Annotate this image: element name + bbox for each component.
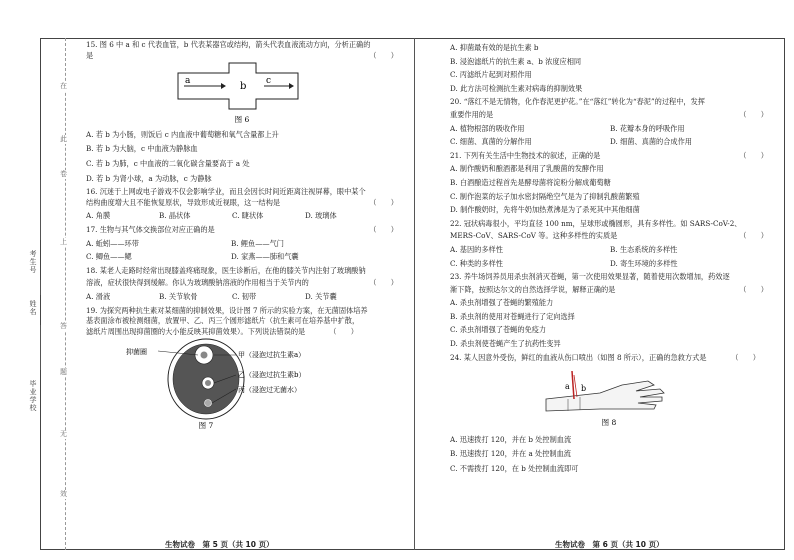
option-c: C. 细菌、真菌的分解作用 [450, 137, 532, 147]
question-18-stem-cont: 溶液，症状很快得到缓解。你认为玻璃酸钠溶液的作用相当于关节内的 [86, 278, 309, 288]
option-b: B. 生态系统的多样性 [610, 244, 678, 254]
binding-line [65, 38, 66, 550]
question-23-stem: 23. 养牛场饲养员用杀虫剂消灭苍蝇，第一次使用效果显著，随着使用次数增加，药效逐 [450, 272, 730, 282]
option-a: A. 植物根部的吸收作用 [450, 123, 525, 133]
option-c: C. 丙滤纸片起到对照作用 [450, 70, 532, 80]
option-b: B. 浸泡滤纸片的抗生素 a、b 浓度应相同 [450, 56, 582, 66]
figure-6-caption: 图 6 [234, 115, 250, 124]
question-19-stem-cont: 滤纸片周围出现抑菌圈的大小能反映其抑菌效果）。下列说法错误的是 [86, 326, 306, 336]
option-a: A. 迅速拨打 120，并在 b 处控制血流 [450, 434, 572, 444]
option-b: B. 若 b 为大脑，c 中血液为静脉血 [86, 144, 198, 154]
option-d: D. 杀虫剂使苍蝇产生了抗药性变异 [450, 339, 561, 349]
fig8-label-b: b [581, 384, 587, 394]
answer-paren: （ ） [739, 150, 768, 160]
name-label: 姓名 [29, 300, 37, 316]
option-d: D. 玻璃体 [305, 211, 337, 221]
figure-6 [86, 61, 398, 123]
side-char: 卷 [60, 170, 67, 178]
question-19-stem: 19. 为探究两种抗生素对某细菌的抑制效果，设计图 7 所示的实验方案，在无菌固体培养 [86, 305, 368, 315]
question-20-stem-cont: 重要作用的是 [450, 109, 494, 119]
school-line [40, 325, 41, 370]
side-char: 无 [60, 430, 67, 438]
figure-7-caption: 图 7 [198, 421, 214, 430]
fig7-zone-label: 抑菌圈 [126, 348, 147, 357]
answer-paren: （ ） [329, 326, 358, 336]
option-c: C. 不需拨打 120，在 b 处控制血流即可 [450, 464, 579, 474]
option-b: B. 白酒酿造过程首先是酵母菌将淀粉分解成葡萄糖 [450, 177, 611, 187]
question-22-stem-cont: MERS-CoV、SARS-CoV 等。这种多样性的实质是 [450, 231, 618, 241]
option-d: D. 制作酸奶时，先将牛奶加热煮沸是为了杀死其中其他细菌 [450, 205, 640, 215]
option-a: A. 若 b 为小肠，则饭后 c 内血液中葡萄糖和氧气含量都上升 [86, 129, 279, 139]
answer-paren: （ ） [369, 50, 398, 60]
answer-paren: （ ） [739, 231, 768, 241]
side-char: 在 [60, 82, 67, 90]
fig7-label-yi: 乙（浸泡过抗生素b） [238, 371, 306, 380]
option-b: B. 迅速拨打 120，并在 a 处控制血流 [450, 449, 571, 459]
option-d: D. 若 b 为肾小球，a 为动脉，c 为静脉 [86, 173, 212, 183]
side-char: 答 [60, 322, 67, 330]
answer-paren: （ ） [739, 109, 768, 119]
question-24-stem: 24. 某人因意外受伤，鲜红的血液从伤口喷出（如图 8 所示），正确的急救方式是 [450, 352, 707, 362]
option-c: C. 种类的多样性 [450, 258, 503, 268]
option-d: D. 细菌、真菌的合成作用 [610, 137, 692, 147]
figure-7 [86, 337, 398, 429]
side-char: 效 [60, 490, 67, 498]
option-d: D. 此方法可检测抗生素对病毒的抑制效果 [450, 83, 583, 93]
left-column [86, 40, 398, 433]
option-a: A. 角膜 [86, 211, 111, 221]
fig6-label-b: b [240, 81, 247, 93]
side-char: 题 [60, 368, 67, 376]
page-footer-left: 生物试卷 第 5 页（共 10 页） [165, 540, 274, 549]
question-16-stem-cont: 结构曲度增大且不能恢复原状，导致形成近视眼，这一结构是 [86, 197, 281, 207]
option-a: A. 杀虫剂增强了苍蝇的繁殖能力 [450, 298, 554, 308]
question-15-stem: 15. 图 6 中 a 和 c 代表血管，b 代表某器官或结构，箭头代表血液流动方向，分析正确的 [86, 40, 371, 49]
fig6-label-c: c [266, 76, 272, 87]
option-a: A. 制作酸奶和酿酒都是利用了乳酸菌的发酵作用 [450, 164, 604, 174]
option-c: C. 韧带 [232, 291, 257, 301]
option-b: B. 鲤鱼——气门 [231, 238, 284, 248]
question-20-stem: 20. “落红不是无情物，化作春泥更护花。”在“落红”转化为“春泥”的过程中，发挥 [450, 97, 705, 107]
option-c: C. 鲫鱼——鳃 [86, 252, 132, 262]
fig6-label-a: a [185, 76, 191, 87]
option-a: A. 滑液 [86, 291, 111, 301]
option-a: A. 蚯蚓——环带 [86, 238, 139, 248]
option-c: C. 若 b 为肺，c 中血液的二氧化碳含量要高于 a 处 [86, 158, 250, 168]
option-c: C. 制作泡菜的坛子加水密封隔绝空气是为了抑制乳酸菌繁殖 [450, 191, 640, 201]
option-c: C. 睫状体 [232, 211, 264, 221]
fig8-label-a: a [565, 382, 570, 392]
side-char: 此 [60, 135, 67, 143]
option-d: D. 家燕——肺和气囊 [231, 252, 299, 262]
fig7-label-bing: 丙（浸泡过无菌水） [238, 386, 301, 395]
option-b: B. 花瓣本身的呼吸作用 [610, 123, 685, 133]
column-divider [414, 38, 415, 550]
answer-paren: （ ） [369, 278, 398, 288]
option-a: A. 抑菌最有效的是抗生素 b [450, 43, 539, 52]
name-line [40, 280, 41, 295]
option-a: A. 基因的多样性 [450, 244, 503, 254]
exam-number-line [40, 180, 41, 240]
school-label: 毕业学校 [29, 380, 37, 412]
answer-paren: （ ） [739, 284, 768, 294]
question-15-stem-cont: 是 [86, 50, 94, 60]
question-22-stem: 22. 冠状病毒很小，平均直径 100 nm，呈球形或椭圆形，具有多样性。如 SARS-CoV-2、 [450, 218, 742, 228]
option-b: B. 晶状体 [159, 211, 191, 221]
figure-8 [450, 363, 768, 427]
option-d: D. 关节囊 [305, 291, 337, 301]
answer-paren: （ ） [369, 224, 398, 234]
page-footer-right: 生物试卷 第 6 页（共 10 页） [555, 540, 664, 549]
question-23-stem-cont: 渐下降，按照达尔文的自然选择学说，解释正确的是 [450, 284, 616, 294]
fig7-label-jia: 甲（浸泡过抗生素a） [238, 351, 306, 360]
question-19-stem-cont: 基表面涂布被检测细菌，放置甲、乙、丙三个圆形滤纸片（抗生素可在培养基中扩散， [86, 316, 360, 326]
option-d: D. 寄生环境的多样性 [610, 258, 678, 268]
question-16-stem: 16. 沉迷于上网或电子游戏不仅会影响学业，而且会因长时间近距离注视屏幕，眼中某个 [86, 187, 366, 197]
option-b: B. 关节软骨 [159, 291, 198, 301]
side-char: 上 [60, 238, 67, 246]
right-column [450, 40, 768, 475]
question-17-stem: 17. 生物与其气体交换部位对应正确的是 [86, 224, 215, 234]
answer-paren: （ ） [731, 352, 760, 362]
question-21-stem: 21. 下列有关生活中生物技术的叙述，正确的是 [450, 150, 601, 160]
option-c: C. 杀虫剂增强了苍蝇的免疫力 [450, 325, 547, 335]
figure-8-caption: 图 8 [601, 418, 617, 428]
option-b: B. 杀虫剂的使用对苍蝇进行了定向选择 [450, 311, 575, 321]
question-18-stem: 18. 某老人走路时经常出现膝盖疼痛现象，医生诊断后，在他的膝关节内注射了玻璃酸钠 [86, 265, 366, 275]
exam-number-label: 考生号 [29, 250, 37, 274]
answer-paren: （ ） [369, 197, 398, 207]
